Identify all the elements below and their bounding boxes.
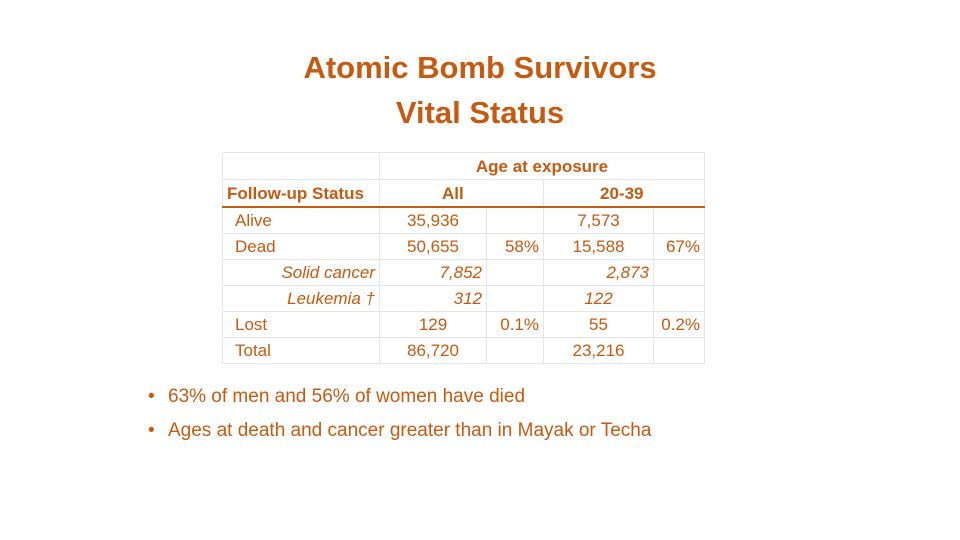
cell-all-pct — [487, 338, 544, 364]
row-label-alive: Alive — [223, 207, 380, 234]
cell-all: 7,852 — [380, 260, 487, 286]
cell-20-39: 23,216 — [544, 338, 654, 364]
slide-title-line2: Vital Status — [395, 95, 565, 130]
header-col-20-39: 20-39 — [544, 180, 705, 208]
cell-20-39: 2,873 — [544, 260, 654, 286]
bullet-dot-icon: • — [148, 420, 155, 441]
cell-all-pct — [487, 286, 544, 312]
table-header-row-1 — [223, 153, 705, 180]
bullet-text: 63% of men and 56% of women have died — [168, 386, 526, 407]
header-empty-cell — [223, 153, 380, 180]
cell-20-39-pct — [654, 286, 705, 312]
row-label-leukemia: Leukemia † — [223, 286, 380, 312]
bullet-text: Ages at death and cancer greater than in Mayak or Techa — [168, 420, 652, 441]
cell-20-39-pct: 0.2% — [654, 312, 705, 338]
table-row — [223, 286, 705, 312]
row-label-lost: Lost — [223, 312, 380, 338]
cell-all-pct — [487, 260, 544, 286]
cell-all: 50,655 — [380, 234, 487, 260]
cell-all-pct — [487, 207, 544, 234]
header-age-at-exposure: Age at exposure — [380, 153, 705, 180]
table-row — [223, 260, 705, 286]
cell-all-pct: 0.1% — [487, 312, 544, 338]
table-row — [223, 207, 705, 234]
cell-20-39-pct — [654, 338, 705, 364]
bullet-dot-icon: • — [148, 386, 155, 407]
cell-all: 312 — [380, 286, 487, 312]
cell-all: 86,720 — [380, 338, 487, 364]
table-header-row-2 — [223, 180, 705, 208]
cell-20-39: 122 — [544, 286, 654, 312]
row-label-dead: Dead — [223, 234, 380, 260]
row-label-total: Total — [223, 338, 380, 364]
cell-all: 35,936 — [380, 207, 487, 234]
slide-title-line1: Atomic Bomb Survivors — [303, 50, 657, 85]
vital-status-table — [222, 152, 705, 364]
table-row — [223, 338, 705, 364]
bullet-list — [148, 380, 651, 448]
cell-all: 129 — [380, 312, 487, 338]
header-col-all: All — [380, 180, 544, 208]
cell-20-39: 7,573 — [544, 207, 654, 234]
bullet-item — [148, 414, 651, 448]
row-label-solid-cancer: Solid cancer — [223, 260, 380, 286]
table-row — [223, 234, 705, 260]
cell-20-39-pct: 67% — [654, 234, 705, 260]
cell-20-39: 55 — [544, 312, 654, 338]
header-follow-up-status: Follow-up Status — [223, 180, 380, 208]
table-row — [223, 312, 705, 338]
cell-20-39: 15,588 — [544, 234, 654, 260]
bullet-item — [148, 380, 651, 414]
cell-20-39-pct — [654, 260, 705, 286]
cell-20-39-pct — [654, 207, 705, 234]
cell-all-pct: 58% — [487, 234, 544, 260]
